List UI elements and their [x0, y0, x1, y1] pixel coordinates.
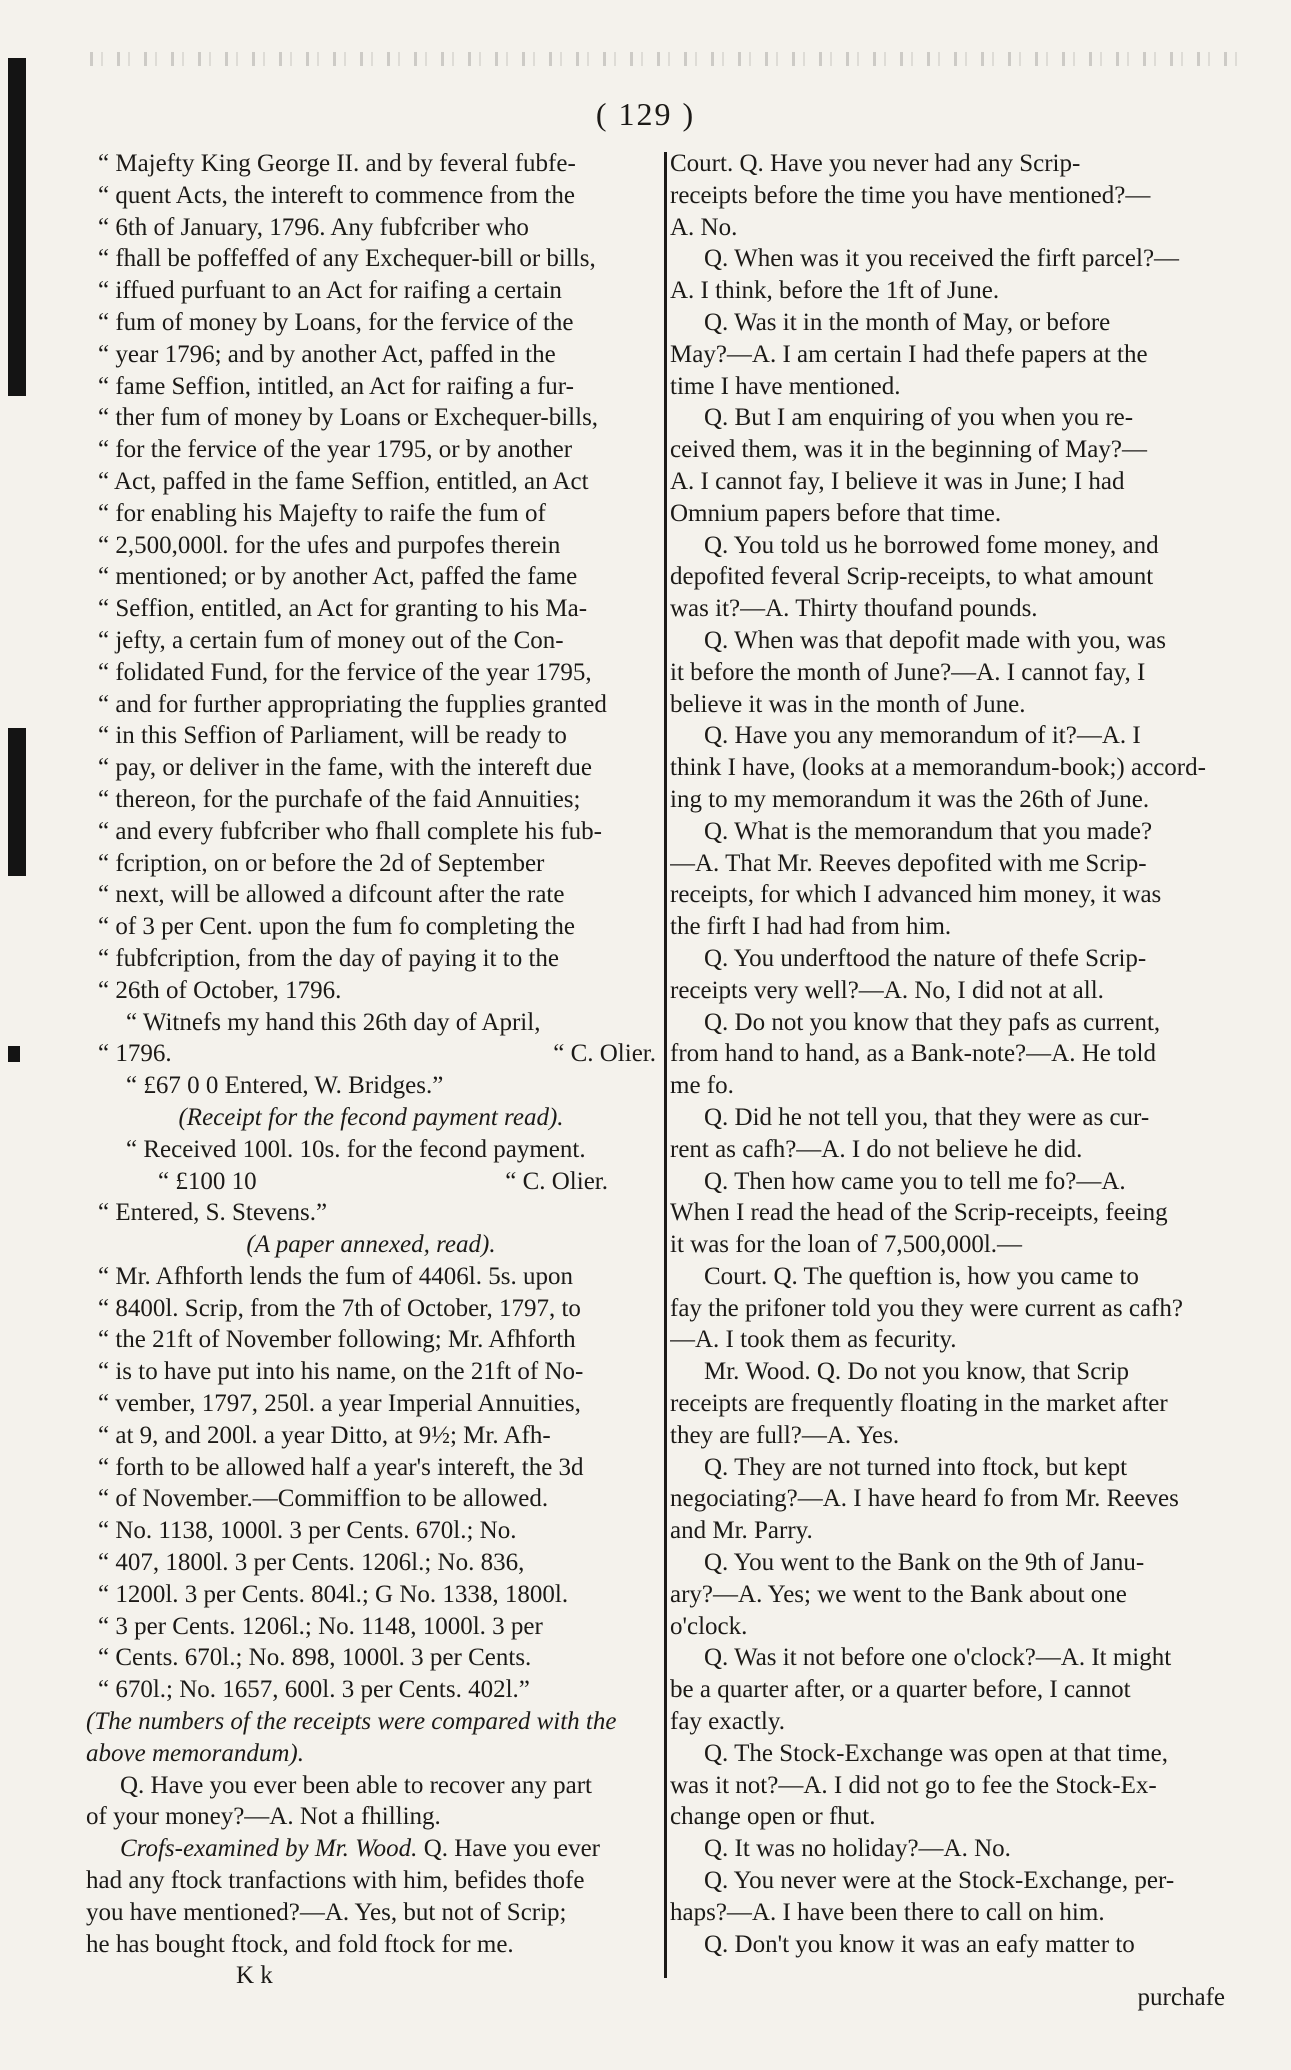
testimony-line: Q. What is the memorandum that you made? — [704, 817, 1153, 845]
testimony-line: Q. But I am enquiring of you when you re- — [704, 404, 1134, 432]
testimony-line: believe it was in the month of June. — [670, 690, 1026, 718]
memo-line: “ Cents. 670l.; No. 898, 1000l. 3 per Cents. — [98, 1644, 532, 1672]
memo-line: “ of November.—Commiffion to be allowed. — [98, 1485, 549, 1513]
catchword: purchafe — [1137, 1984, 1225, 2011]
testimony-line: Q. Was it not before one o'clock?—A. It might — [704, 1644, 1172, 1672]
quote-line: “ year 1796; and by another Act, paffed in the — [98, 340, 556, 368]
quote-line: “ of 3 per Cent. upon the fum fo completing the — [98, 913, 575, 941]
memo-line: “ 1200l. 3 per Cents. 804l.; G No. 1338, 1800l. — [98, 1580, 569, 1608]
testimony-line: receipts are frequently floating in the market after — [670, 1390, 1168, 1418]
testimony-line: When I read the head of the Scrip-receipts, feeing — [670, 1199, 1168, 1227]
quote-line: “ folidated Fund, for the fervice of the year 1795, — [98, 658, 592, 686]
testimony-line: Q. Don't you know it was an eafy matter to — [704, 1930, 1135, 1958]
testimony-line: Q. Did he not tell you, that they were as cur- — [704, 1103, 1150, 1131]
witness-year: “ 1796. — [98, 1040, 172, 1068]
scan-noise-top — [90, 52, 1240, 66]
proclamation-quote — [86, 148, 656, 1007]
testimony-line: be a quarter after, or a quarter before, I cannot — [670, 1676, 1131, 1704]
testimony-line: Q. Then how came you to tell me fo?—A. — [704, 1167, 1126, 1195]
testimony-line: May?—A. I am certain I had thefe papers at the — [670, 340, 1148, 368]
left-column — [86, 148, 656, 1992]
scan-edge-mark — [8, 1046, 20, 1062]
qa-line: of your money?—A. Not a fhilling. — [86, 1803, 441, 1831]
testimony-line: receipts very well?—A. No, I did not at all. — [670, 976, 1104, 1004]
cross-examination-label: Crofs-examined by Mr. Wood. — [120, 1835, 418, 1863]
testimony-line: Q. You told us he borrowed fome money, and — [704, 531, 1159, 559]
testimony-line: was it not?—A. I did not go to fee the Stock-Ex- — [670, 1771, 1157, 1799]
testimony-line: fay exactly. — [670, 1708, 785, 1736]
memo-line: “ at 9, and 200l. a year Ditto, at 9½; Mr. Afh- — [98, 1421, 551, 1449]
testimony-line: it was for the loan of 7,500,000l.— — [670, 1231, 1023, 1259]
testimony-line: Mr. Wood. Q. Do not you know, that Scrip — [704, 1358, 1130, 1386]
received-line: “ Received 100l. 10s. for the fecond payment. — [126, 1135, 586, 1163]
testimony-line: Q. The Stock-Exchange was open at that time, — [704, 1739, 1168, 1767]
quote-line: “ next, will be allowed a difcount after the rate — [98, 881, 565, 909]
testimony-line: negociating?—A. I have heard fo from Mr. Reeves — [670, 1485, 1179, 1513]
testimony-line: Q. Do not you know that they pafs as current, — [704, 1008, 1161, 1036]
memo-line: “ forth to be allowed half a year's intereft, the 3d — [98, 1453, 584, 1481]
testimony-line: haps?—A. I have been there to call on him. — [670, 1898, 1105, 1926]
quote-line: “ Seffion, entitled, an Act for granting to his Ma- — [98, 595, 588, 623]
memo-line: “ 670l.; No. 1657, 600l. 3 per Cents. 402l.” — [98, 1676, 530, 1704]
quote-line: “ fubfcription, from the day of paying it to the — [98, 944, 559, 972]
testimony — [670, 148, 1230, 1960]
quote-line: “ 6th of January, 1796. Any fubfcriber who — [98, 213, 529, 241]
cross-line: you have mentioned?—A. Yes, but not of Scrip; — [86, 1898, 567, 1926]
quote-line: “ mentioned; or by another Act, paffed the fame — [98, 563, 578, 591]
testimony-line: Court. Q. Have you never had any Scrip- — [670, 150, 1081, 177]
testimony-line: Q. You never were at the Stock-Exchange, per- — [704, 1867, 1175, 1895]
memo-line: “ vember, 1797, 250l. a year Imperial Annuities, — [98, 1390, 581, 1418]
quote-line: “ and every fubfcriber who fhall complete his fub- — [98, 817, 602, 845]
qa-line: Q. Have you ever been able to recover any part — [120, 1771, 592, 1799]
quote-line: “ for the fervice of the year 1795, or by another — [98, 436, 573, 464]
column-divider — [664, 152, 667, 1978]
testimony-line: rent as cafh?—A. I do not believe he did. — [670, 1135, 1083, 1163]
testimony-line: from hand to hand, as a Bank-note?—A. He told — [670, 1040, 1156, 1068]
witness-signature: “ C. Olier. — [553, 1040, 656, 1068]
testimony-line: think I have, (looks at a memorandum-book;) accord- — [670, 754, 1206, 782]
testimony-line: Q. It was no holiday?—A. No. — [704, 1835, 1011, 1863]
testimony-line: Q. You underftood the nature of thefe Scrip- — [704, 944, 1147, 972]
testimony-line: and Mr. Parry. — [670, 1517, 813, 1545]
testimony-line: depofited feveral Scrip-receipts, to what amount — [670, 563, 1154, 591]
testimony-line: Court. Q. The queftion is, how you came to — [704, 1262, 1139, 1290]
testimony-line: me fo. — [670, 1072, 734, 1100]
memo-line: “ the 21ft of November following; Mr. Afhforth — [98, 1326, 576, 1354]
testimony-line: Q. They are not turned into ftock, but kept — [704, 1453, 1128, 1481]
witness-signature-line — [86, 1038, 656, 1070]
testimony-line: Q. Have you any memorandum of it?—A. I — [704, 722, 1141, 750]
testimony-line: the firft I had had from him. — [670, 913, 952, 941]
testimony-line: A. I cannot fay, I believe it was in June; I had — [670, 467, 1125, 495]
memo-line: “ 8400l. Scrip, from the 7th of October, 1797, to — [98, 1294, 581, 1322]
entered-line-1: “ £67 0 0 Entered, W. Bridges.” — [126, 1072, 444, 1100]
page-signature: K k — [236, 1962, 273, 1990]
cross-examination-line — [86, 1833, 656, 1865]
memo-line: “ is to have put into his name, on the 21ft of No- — [98, 1358, 584, 1386]
right-column — [670, 148, 1230, 1960]
memo-line: “ No. 1138, 1000l. 3 per Cents. 670l.; No. — [98, 1517, 517, 1545]
compared-note-1: (The numbers of the receipts were compared with the — [86, 1708, 617, 1736]
signature-2: “ C. Olier. — [505, 1167, 608, 1195]
testimony-line: —A. I took them as fecurity. — [670, 1326, 957, 1354]
cross-line: had any ftock tranfactions with him, befides thofe — [86, 1867, 585, 1895]
cross-examination-text: Q. Have you ever — [423, 1835, 601, 1863]
testimony-line: Q. When was it you received the firft parcel?— — [704, 245, 1180, 273]
quote-line: “ jefty, a certain fum of money out of the Con- — [98, 626, 564, 654]
quote-line: “ iffued purfuant to an Act for raifing a certain — [98, 277, 562, 305]
quote-line: “ Act, paffed in the fame Seffion, entitled, an Act — [98, 467, 589, 495]
testimony-line: o'clock. — [670, 1612, 748, 1640]
compared-note-2: above memorandum). — [86, 1739, 305, 1767]
receipt-heading: (Receipt for the fecond payment read). — [178, 1103, 564, 1131]
testimony-line: Omnium papers before that time. — [670, 499, 1002, 527]
testimony-line: time I have mentioned. — [670, 372, 901, 400]
amount-signature-line — [86, 1166, 656, 1198]
quote-line: “ 2,500,000l. for the ufes and purpofes therein — [98, 531, 561, 559]
quote-line: “ in this Seffion of Parliament, will be ready to — [98, 722, 567, 750]
testimony-line: A. No. — [670, 213, 738, 241]
memo-line: “ 3 per Cents. 1206l.; No. 1148, 1000l. 3 per — [98, 1612, 543, 1640]
testimony-line: —A. That Mr. Reeves depofited with me Scrip- — [670, 849, 1147, 877]
scan-edge-mark — [8, 728, 26, 876]
quote-line: “ Majefty King George II. and by feveral fubfe- — [98, 150, 576, 177]
quote-line: “ fhall be poffeffed of any Exchequer-bill or bills, — [98, 245, 596, 273]
paper-heading: (A paper annexed, read). — [246, 1231, 496, 1259]
quote-line: “ for enabling his Majefty to raife the fum of — [98, 499, 546, 527]
quote-line: “ ther fum of money by Loans or Exchequer-bills, — [98, 404, 599, 432]
quote-line: “ fum of money by Loans, for the fervice of the — [98, 308, 574, 336]
cross-line: he has bought ftock, and fold ftock for me. — [86, 1930, 514, 1958]
testimony-line: was it?—A. Thirty thoufand pounds. — [670, 595, 1038, 623]
memo-line: “ Mr. Afhforth lends the fum of 4406l. 5s. upon — [98, 1262, 573, 1290]
testimony-line: ary?—A. Yes; we went to the Bank about one — [670, 1580, 1127, 1608]
quote-line: “ thereon, for the purchafe of the faid Annuities; — [98, 785, 581, 813]
quote-line: “ 26th of October, 1796. — [98, 976, 342, 1004]
amount-2: “ £100 10 — [158, 1167, 257, 1195]
quote-line: “ fcription, on or before the 2d of September — [98, 849, 545, 877]
testimony-line: it before the month of June?—A. I cannot fay, I — [670, 658, 1146, 686]
memorandum — [86, 1261, 656, 1706]
testimony-line: change open or fhut. — [670, 1803, 876, 1831]
quote-line: “ fame Seffion, intitled, an Act for raifing a fur- — [98, 372, 574, 400]
testimony-line: ceived them, was it in the beginning of May?— — [670, 436, 1147, 464]
quote-line: “ and for further appropriating the fupplies granted — [98, 690, 607, 718]
testimony-line: Q. Was it in the month of May, or before — [704, 308, 1111, 336]
entered-line-2: “ Entered, S. Stevens.” — [98, 1199, 328, 1227]
memo-line: “ 407, 1800l. 3 per Cents. 1206l.; No. 836, — [98, 1549, 525, 1577]
testimony-line: fay the prifoner told you they were current as cafh? — [670, 1294, 1183, 1322]
witness-line: “ Witnefs my hand this 26th day of April, — [126, 1008, 541, 1036]
quote-line: “ pay, or deliver in the fame, with the intereft due — [98, 754, 593, 782]
testimony-line: A. I think, before the 1ft of June. — [670, 277, 1000, 305]
testimony-line: receipts before the time you have mentioned?— — [670, 181, 1151, 209]
testimony-line: ing to my memorandum it was the 26th of June. — [670, 785, 1150, 813]
quote-line: “ quent Acts, the intereft to commence from the — [98, 181, 575, 209]
page-number: ( 129 ) — [595, 96, 696, 132]
testimony-line: receipts, for which I advanced him money, it was — [670, 881, 1162, 909]
testimony-line: Q. You went to the Bank on the 9th of Janu- — [704, 1549, 1145, 1577]
testimony-line: Q. When was that depofit made with you, was — [704, 626, 1166, 654]
testimony-line: they are full?—A. Yes. — [670, 1421, 900, 1449]
